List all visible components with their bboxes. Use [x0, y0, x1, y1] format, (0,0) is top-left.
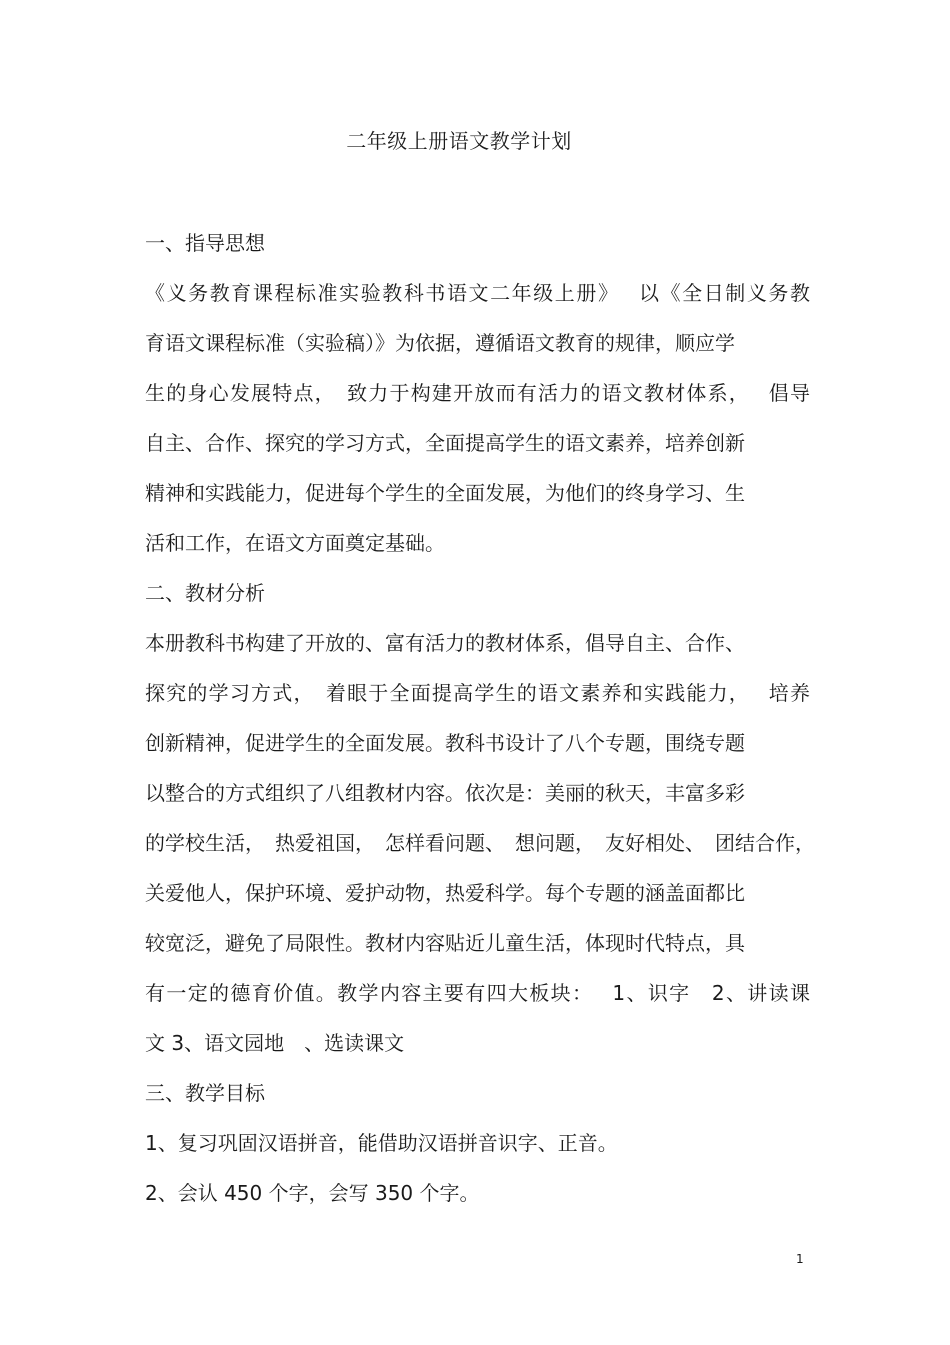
paragraph-line: 探究的学习方式， 着眼于全面提高学生的语文素养和实践能力， 培养 — [145, 681, 810, 705]
section-heading-guiding-ideology: 一、指导思想 — [145, 231, 265, 255]
paragraph-line: 以整合的方式组织了八组教材内容。依次是：美丽的秋天，丰富多彩 — [145, 781, 745, 805]
list-item: 1、复习巩固汉语拼音，能借助汉语拼音识字、正音。 — [145, 1131, 618, 1155]
paragraph-line: 活和工作，在语文方面奠定基础。 — [145, 531, 445, 555]
paragraph-line: 创新精神，促进学生的全面发展。教科书设计了八个专题，围绕专题 — [145, 731, 745, 755]
paragraph-line: 本册教科书构建了开放的、富有活力的教材体系，倡导自主、合作、 — [145, 631, 745, 655]
list-item: 2、会认 450 个字，会写 350 个字。 — [145, 1181, 480, 1205]
paragraph-line: 自主、合作、探究的学习方式，全面提高学生的语文素养，培养创新 — [145, 431, 745, 455]
paragraph-line: 精神和实践能力，促进每个学生的全面发展，为他们的终身学习、生 — [145, 481, 745, 505]
paragraph-line: 育语文课程标准（实验稿）》为依据，遵循语文教育的规律，顺应学 — [145, 331, 735, 355]
section-heading-textbook-analysis: 二、教材分析 — [145, 581, 265, 605]
paragraph-line: 关爱他人，保护环境、爱护动物，热爱科学。每个专题的涵盖面都比 — [145, 881, 745, 905]
paragraph-line: 文 3、语文园地 、选读课文 — [145, 1031, 405, 1055]
paragraph-line: 有一定的德育价值。教学内容主要有四大板块： 1、识字 2、讲读课 — [145, 981, 810, 1005]
document-title: 二年级上册语文教学计划 — [346, 129, 572, 153]
page-number: 1 — [796, 1252, 804, 1266]
section-heading-teaching-goals: 三、教学目标 — [145, 1081, 265, 1105]
paragraph-line: 较宽泛，避免了局限性。教材内容贴近儿童生活，体现时代特点，具 — [145, 931, 745, 955]
paragraph-line: 的学校生活， 热爱祖国， 怎样看问题、 想问题， 友好相处、 团结合作， — [145, 831, 815, 855]
paragraph-line: 《义务教育课程标准实验教科书语文二年级上册》 以《全日制义务教 — [145, 281, 810, 305]
paragraph-line: 生的身心发展特点， 致力于构建开放而有活力的语文教材体系， 倡导 — [145, 381, 810, 405]
